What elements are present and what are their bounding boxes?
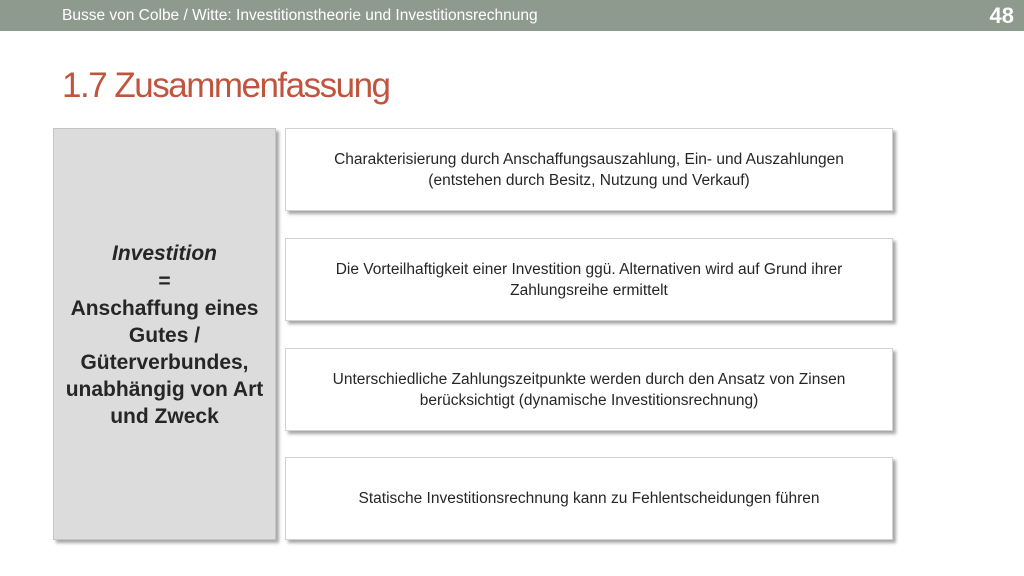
definition-text: Anschaffung eines Gutes / Güterverbundes, unabhängig von Art und Zweck bbox=[65, 296, 264, 428]
header-bar bbox=[0, 0, 1024, 31]
summary-card-4 bbox=[285, 457, 893, 540]
summary-card-text: Unterschiedliche Zahlungszeitpunkte werden durch den Ansatz von Zinsen berücksichtigt (dynamische Investitionsrechnung) bbox=[332, 370, 846, 409]
summary-card-2 bbox=[285, 238, 893, 321]
summary-card-3 bbox=[285, 348, 893, 431]
slide-title: 1.7 Zusammenfassung bbox=[62, 66, 390, 105]
definition-equals: = bbox=[158, 269, 171, 293]
definition-box bbox=[53, 128, 276, 540]
summary-card-text: Die Vorteilhaftigkeit einer Investition ggü. Alternativen wird auf Grund ihrer Zahlungsreihe ermittelt bbox=[335, 260, 843, 299]
summary-card-1 bbox=[285, 128, 893, 211]
summary-card-text: Charakterisierung durch Anschaffungsauszahlung, Ein- und Auszahlungen (entstehen durch Besitz, Nutzung und Verkauf) bbox=[334, 150, 844, 189]
header-title: Busse von Colbe / Witte: Investitionstheorie und Investitionsrechnung bbox=[62, 7, 538, 24]
summary-card-text: Statische Investitionsrechnung kann zu Fehlentscheidungen führen bbox=[358, 490, 820, 507]
definition-term: Investition bbox=[111, 241, 217, 265]
page-number: 48 bbox=[989, 3, 1014, 28]
